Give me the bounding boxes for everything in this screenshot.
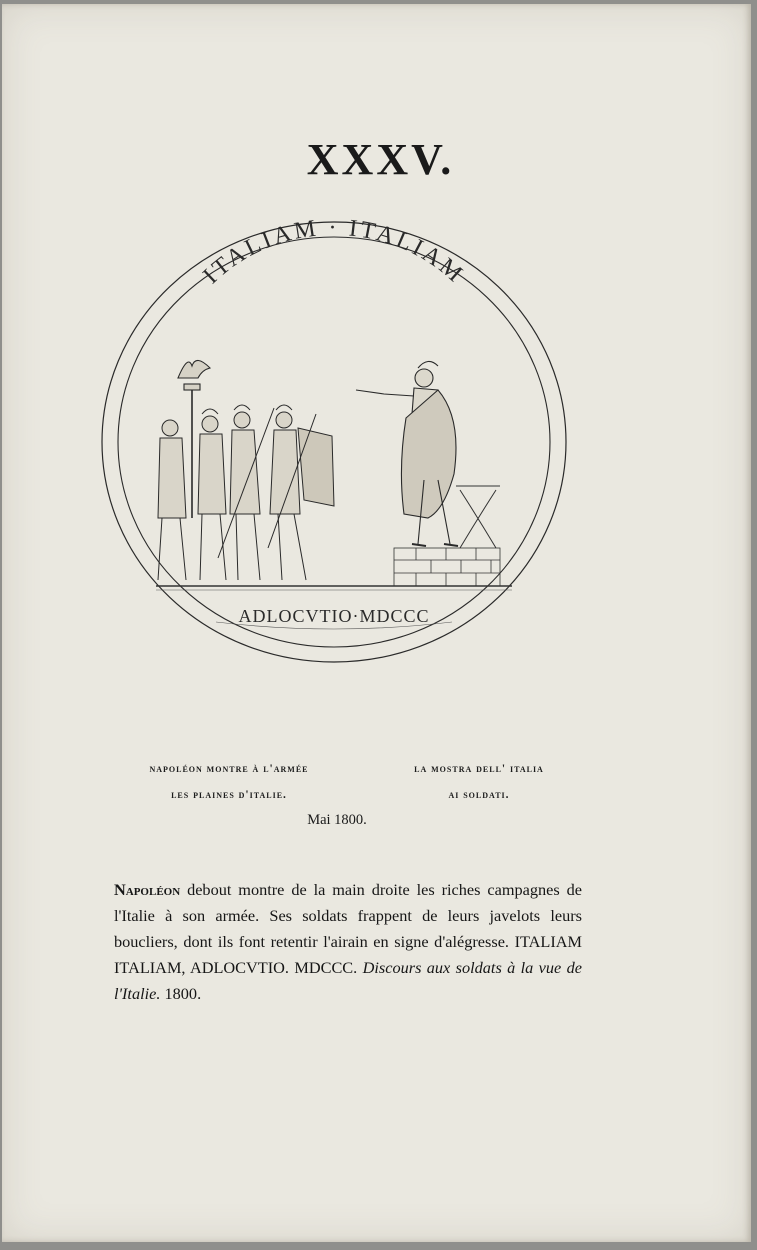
plate-number: XXXV. — [306, 135, 455, 184]
pedestal — [394, 548, 500, 586]
curule-stool — [456, 486, 500, 548]
description-lead: Napoléon — [114, 880, 181, 899]
medal-engraving — [98, 218, 570, 670]
napoleon-figure — [356, 361, 458, 546]
description-italic: Discours aux soldats à la vue de l'Italie. — [114, 958, 583, 1003]
medal-exergue: ADLOCVTIO·MDCCC — [238, 606, 430, 626]
soldiers-group — [158, 405, 334, 580]
caption-italian-line1: la mostra dell' italia — [414, 763, 544, 775]
caption-italian — [368, 756, 590, 808]
description-text-1: debout montre de la main droite les riches campagnes de l'Italie à son armée. Ses soldats frappent de leurs javelots leurs boucliers, dont ils font retentir l'airain en signe d'alégresse. ITALIAM ITALIAM, ADLOCVTIO. MDCCC. — [114, 880, 582, 977]
date-line: Mai 1800. — [307, 812, 367, 828]
description-paragraph — [114, 877, 582, 1007]
medal-legend: ITALIAM · ITALIAM — [198, 218, 470, 290]
caption-italian-line2: ai soldati. — [448, 789, 510, 801]
caption-french — [100, 756, 358, 808]
caption-french-line2: les plaines d'italie. — [171, 789, 287, 801]
caption-french-line1: napoléon montre à l'armée — [149, 763, 309, 775]
description-text-2: 1800. — [160, 984, 202, 1003]
book-page — [2, 4, 751, 1242]
